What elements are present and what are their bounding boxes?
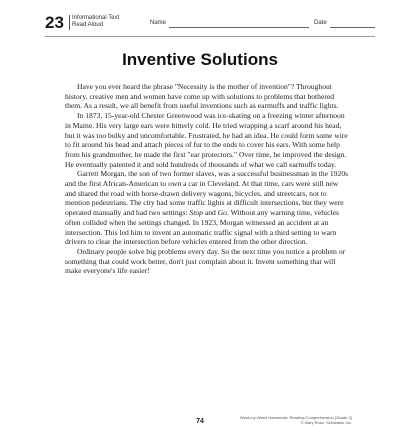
date-label: Date [314,20,327,26]
worksheet-header [45,14,375,34]
lesson-type [72,15,119,29]
paragraph-3-and: and [202,208,218,218]
paragraph-3-rest: . Without any warning time, vehicles often collided when the settings changed. In 1923, Morgan witnessed an accident at an intersection. This led him to invent an automatic traffic signal with a third setting to warn drivers to clear the intersection before vehicles entered from the other direction. [65,208,339,247]
paragraph-2: In 1873, 15-year-old Chester Greenwood was ice-skating on a freezing winter afternoon in Maine. His very large ears were bitterly cold. He tried wrapping a scarf around his head, but it was too bulky and uncomfortable. Frustrated, he had an idea. He could form some wire to fit around his head and attach pieces of fur to the ends to cover his ears. With some help from his grandmother, he made the first "ear protectors." Over time, he improved the design. He eventually patented it and sold hundreds of thousands of what we call earmuffs today. [65,111,348,169]
credit-line-1: Week-by-Week Homework: Reading Comprehension (Grade 3) [239,415,352,420]
stop-setting: Stop [189,208,203,218]
lesson-type-line-1: Informational Text [72,15,120,21]
header-rule [45,36,375,37]
credit-line-2: © Mary Rose, Scholastic Inc. [300,420,352,425]
date-line [330,27,375,28]
header-divider [69,15,70,30]
page-number: 74 [196,418,204,425]
article-body [65,82,350,276]
go-setting: Go [217,208,227,218]
paragraph-1: Have you ever heard the phrase "Necessity is the mother of invention"? Throughout history, creative men and women have come up with solutions to problems that bothered them. As a result, we all benefit from useful inventions such as earmuffs and traffic lights. [65,82,339,111]
paragraph-3 [65,169,350,247]
credit-line [232,415,352,425]
paragraph-3-start: Garrett Morgan, the son of two former slaves, was a successful businessman in the 1920s and the first African-American to own a car in Cleveland. At that time, cars were still new and shared the road with horse-drawn delivery wagons, bicycles, and streetcars, not to mention pedestrians. The city had some traffic lights at difficult intersections, but they were operated manually and had two settings: [65,169,349,218]
lesson-number: 23 [45,13,64,32]
name-label: Name [150,20,167,26]
lesson-type-line-2: Read Aloud [72,22,104,28]
name-line [169,27,309,28]
paragraph-4: Ordinary people solve big problems every day. So the next time you notice a problem or something that could work better, don't just complain about it. Invent something that will make everyone's life easier! [65,246,346,276]
page-title: Inventive Solutions [122,50,278,69]
